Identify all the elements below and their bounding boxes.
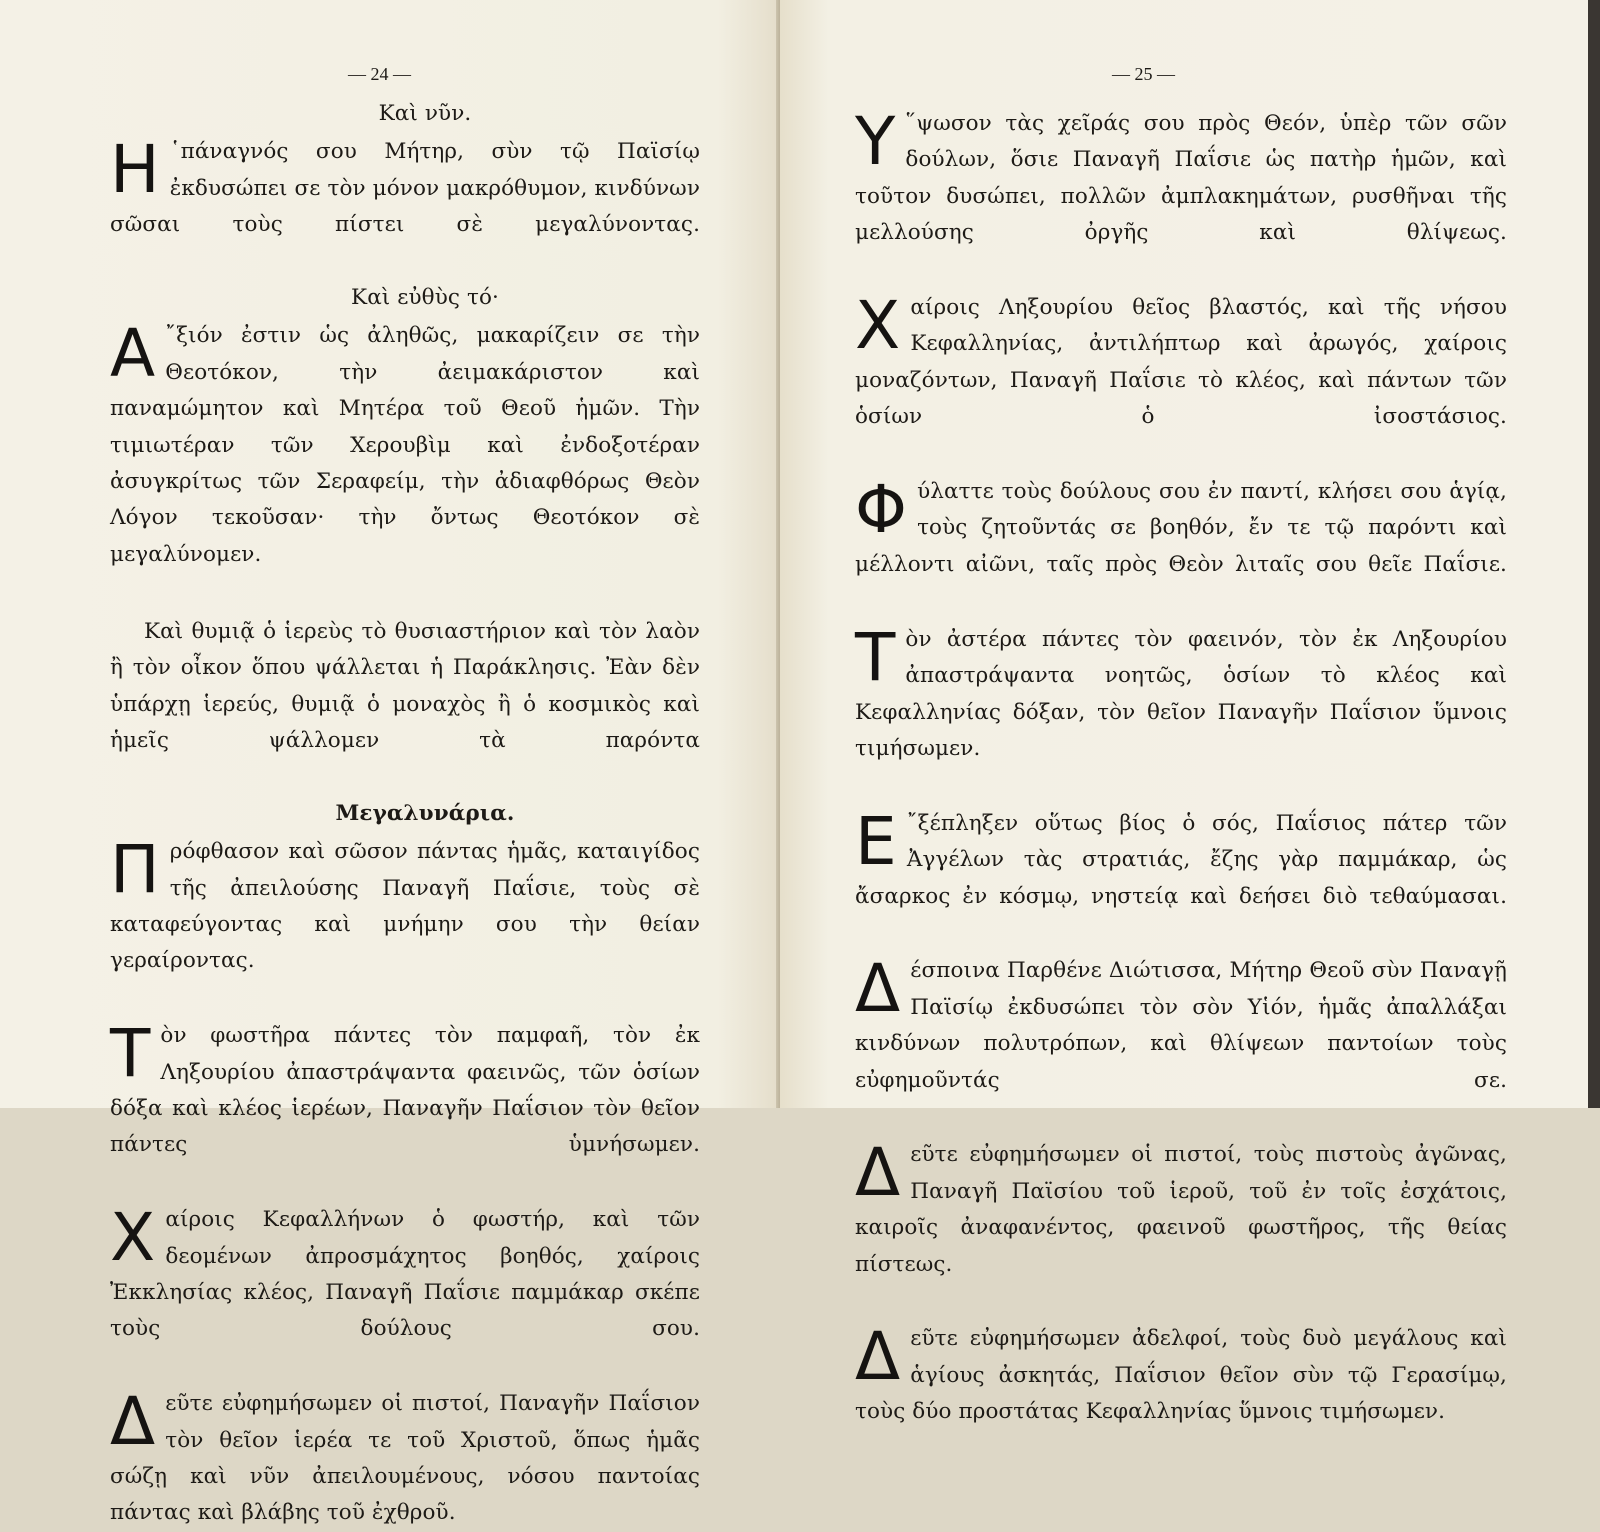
drop-cap: Δ [855,1134,901,1212]
megalynarion-paragraph [855,950,1507,1135]
megalynarion-paragraph [855,1134,1507,1319]
rubric-paragraph [110,614,700,796]
heading-megalynaria: Μεγαλυνάρια. [335,800,515,826]
megalynarion-paragraph [855,618,1507,804]
right-text-column [855,103,1507,1431]
paragraph-text: εῦτε εὐφημήσωμεν ἀδελφοί, τοὺς δυὸ μεγάλους καὶ ἁγίους ἀσκητάς, Παΐσιον θεῖον σὺν τῷ Γερασίμῳ, τοὺς δύο προστάτας Κεφαλληνίας ὕμνοις τιμήσωμεν. [855,1326,1507,1425]
paragraph-text: ῞ψωσον τὰς χεῖράς σου πρὸς Θεόν, ὑπὲρ τῶν σῶν δούλων, ὅσιε Παναγῆ Παΐσιε ὡς πατὴρ ἡμῶν, καὶ τοῦτον δυσώπει, πολλῶν ἀμπλακημάτων, ρυσθῆναι τῆς μελλούσης ὀργῆς καὶ θλίψεως. [855,111,1507,246]
drop-cap: Δ [110,1383,156,1461]
troparion-paragraph [110,131,700,280]
right-page [780,0,1588,1425]
left-page [0,0,780,1526]
heading-kai-nyn: Καὶ νῦν. [378,101,472,126]
megalynarion-paragraph [855,103,1507,288]
drop-cap: Φ [855,471,908,549]
axion-estin-paragraph [110,315,700,609]
page-number: — 25 — [1112,64,1175,84]
drop-cap: Χ [855,287,901,365]
drop-cap: Δ [855,950,901,1028]
megalynarion-paragraph [110,1015,700,1200]
paragraph-text: ὸν φωστῆρα πάντες τὸν παμφαῆ, τὸν ἐκ Ληξουρίου ἀπαστράψαντα φαεινῶς, τῶν ὁσίων δόξα καὶ κλέος ἱερέων, Παναγῆν Παΐσιον τὸν θεῖον πάντες ὑμνήσωμεν. [110,1023,700,1158]
drop-cap: Χ [110,1199,156,1277]
paragraph-text: έσποινα Παρθένε Διώτισσα, Μήτηρ Θεοῦ σὺν Παναγῇ Παϊσίῳ ἐκδυσώπει τὸν σὸν Υἱόν, ἡμᾶς ἀπαλλάξαι κινδύνων πολυτρόπων, καὶ θλίψεων παντοίων τοὺς εὐφημοῦντάς σε. [855,958,1507,1093]
paragraph-text: ὸν ἀστέρα πάντες τὸν φαεινόν, τὸν ἐκ Ληξουρίου ἀπαστράψαντα νοητῶς, ὁσίων τὸ κλέος καὶ Κεφαλληνίας δόξαν, τὸν θεῖον Παναγῆν Παΐσιον ὕμνοις τιμήσωμεν. [855,626,1507,761]
drop-cap: Υ [855,103,896,180]
drop-cap: Α [110,315,156,393]
page-number: — 24 — [348,64,411,84]
paragraph-text: αίροις Κεφαλλήνων ὁ φωστήρ, καὶ τῶν δεομένων ἀπροσμάχητος βοηθός, χαίροις Ἐκκλησίας κλέος, Παναγῆ Παΐσιε παμμάκαρ σκέπε τοὺς δούλους σου. [110,1207,700,1342]
megalynarion-paragraph [855,1318,1507,1430]
megalynarion-paragraph [855,471,1507,620]
megalynarion-paragraph [110,1199,700,1384]
paragraph-text: αίροις Ληξουρίου θεῖος βλαστός, καὶ τῆς νήσου Κεφαλληνίας, ἀντιλήπτωρ καὶ ἀρωγός, χαίροις μοναζόντων, Παναγῆ Παΐσιε τὸ κλέος, καὶ πάντων τῶν ὁσίων ὁ ἰσοστάσιος. [855,295,1507,430]
rubric-text: Καὶ θυμιᾷ ὁ ἱερεὺς τὸ θυσιαστήριον καὶ τὸν λαὸν ἢ τὸν οἶκον ὅπου ψάλλεται ἡ Παράκλησις. Ἐὰν δὲν ὑπάρχῃ ἱερεύς, θυμιᾷ ὁ μοναχὸς ἢ ὁ κοσμικὸς καὶ ἡμεῖς ψάλλομεν τὰ παρόντα [110,618,700,753]
drop-cap: Π [110,831,160,909]
paragraph-text: ῎ξέπληξεν οὕτως βίος ὁ σός, Παΐσιος πάτερ τῶν Ἀγγέλων τὰς στρατιάς, ἔζης γὰρ παμμάκαρ, ὡς ἄσαρκος ἐν κόσμῳ, νηστείᾳ καὶ δεήσει διὸ τεθαύμασαι. [855,810,1507,909]
drop-cap: Η [110,131,160,209]
megalynarion-paragraph [110,1383,700,1532]
megalynarion-paragraph [855,802,1507,952]
paragraph-text: εῦτε εὐφημήσωμεν οἱ πιστοί, Παναγῆν Παΐσιον τὸν θεῖον ἱερέα τε τοῦ Χριστοῦ, ὅπως ἡμᾶς σώζῃ καὶ νῦν ἀπειλουμένους, νόσου παντοίας πάντας καὶ βλάβης τοῦ ἐχθροῦ. [110,1391,700,1526]
paragraph-text: ῾πάναγνός σου Μήτηρ, σὺν τῷ Παϊσίῳ ἐκδυσώπει σε τὸν μόνον μακρόθυμον, κινδύνων σῶσαι τοὺς πίστει σὲ μεγαλύνοντας. [110,139,700,238]
drop-cap: Τ [110,1015,151,1093]
drop-cap: Τ [855,618,896,696]
drop-cap: Δ [855,1318,901,1396]
paragraph-text: εῦτε εὐφημήσωμεν οἱ πιστοί, τοὺς πιστοὺς ἀγῶνας, Παναγῆ Παϊσίου τοῦ ἱεροῦ, τοῦ ἐν τοῖς ἐσχάτοις, καιροῖς ἀναφανέντος, φαεινοῦ φωστῆρος, τῆς θείας πίστεως. [855,1142,1507,1277]
drop-cap: Ε [855,802,897,880]
scan-edge [1588,0,1600,1108]
paragraph-text: ῎ξιόν ἐστιν ὡς ἀληθῶς, μακαρίζειν σε τὴν Θεοτόκον, τὴν ἀειμακάριστον καὶ παναμώμητον καὶ Μητέρα τοῦ Θεοῦ ἡμῶν. Τὴν τιμιωτέραν τῶν Χερουβὶμ καὶ ἐνδοξοτέραν ἀσυγκρίτως τῶν Σεραφείμ, τὴν ἀδιαφθόρως Θεὸν Λόγον τεκοῦσαν· τὴν ὄντως Θεοτόκον σὲ μεγαλύνομεν. [110,323,700,567]
megalynarion-paragraph [855,287,1507,472]
left-text-column [110,96,700,1532]
paragraph-text: ρόφθασον καὶ σῶσον πάντας ἡμᾶς, καταιγίδος τῆς ἀπειλούσης Παναγῆ Παΐσιε, τοὺς σὲ καταφεύγοντας καὶ μνήμην σου τὴν θείαν γεραίροντας. [110,839,700,974]
paragraph-text: ύλαττε τοὺς δούλους σου ἐν παντί, κλήσει σου ἁγίᾳ, τοὺς ζητοῦντάς σε βοηθόν, ἔν τε τῷ παρόντι καὶ μέλλοντι αἰῶνι, ταῖς πρὸς Θεὸν λιταῖς σου θεῖε Παΐσιε. [855,479,1507,577]
heading-kai-eythys: Καὶ εὐθὺς τό· [351,285,499,311]
megalynarion-paragraph [110,831,700,1016]
